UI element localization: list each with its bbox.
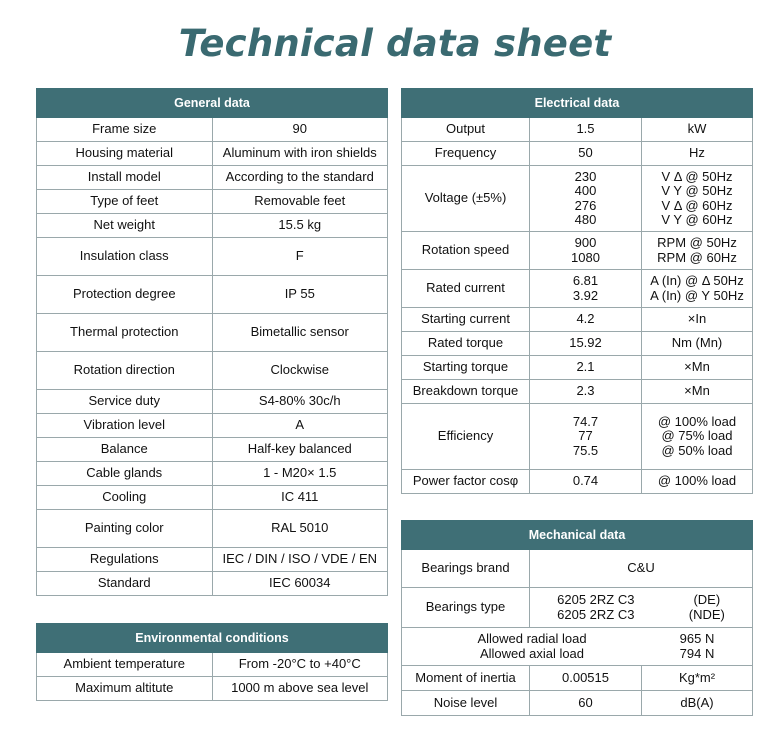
environmental-header: Environmental conditions	[37, 624, 388, 653]
row-label: Protection degree	[37, 276, 213, 314]
table-row	[402, 470, 753, 494]
row-values-cell	[530, 404, 642, 470]
row-label: Noise level	[402, 691, 530, 716]
row-value: A	[212, 414, 388, 438]
row-label: Insulation class	[37, 238, 213, 276]
row-value: 276	[574, 197, 597, 213]
row-label: Service duty	[37, 390, 213, 414]
electrical-panel	[401, 88, 753, 494]
row-value: 965 N	[679, 631, 715, 646]
table-row	[37, 142, 388, 166]
row-label: Starting torque	[402, 356, 530, 380]
table-row	[402, 166, 753, 232]
row-units-cell	[642, 232, 753, 270]
row-unit: ×Mn	[684, 383, 710, 399]
row-unit: Nm (Mn)	[671, 335, 723, 351]
row-unit: A (In) @ Δ 50Hz	[650, 273, 744, 288]
row-units-cell	[642, 380, 753, 404]
row-label: Standard	[37, 572, 213, 596]
row-value: RAL 5010	[212, 510, 388, 548]
row-label: Ambient temperature	[37, 653, 213, 677]
row-unit: kW	[687, 121, 707, 137]
environmental-table	[36, 623, 388, 701]
row-unit: A (In) @ Y 50Hz	[650, 287, 744, 303]
row-value: Bimetallic sensor	[212, 314, 388, 352]
table-row	[37, 214, 388, 238]
table-row	[37, 462, 388, 486]
row-values-cell	[530, 308, 642, 332]
row-unit: (DE)	[693, 592, 721, 607]
row-unit: ×In	[687, 311, 707, 327]
row-units-cell	[642, 270, 753, 308]
table-row	[37, 238, 388, 276]
row-unit: dB(A)	[642, 691, 753, 716]
row-values-cell	[530, 166, 642, 232]
row-label: Painting color	[37, 510, 213, 548]
row-label: Thermal protection	[37, 314, 213, 352]
row-value: 2.3	[576, 383, 595, 399]
general-data-header: General data	[37, 89, 388, 118]
table-row	[37, 390, 388, 414]
row-value: 74.7	[572, 413, 599, 429]
table-row	[37, 190, 388, 214]
environmental-panel	[36, 623, 388, 701]
table-row	[37, 118, 388, 142]
row-label: Voltage (±5%)	[402, 166, 530, 232]
row-label: Rated current	[402, 270, 530, 308]
row-label: Balance	[37, 438, 213, 462]
table-row	[37, 572, 388, 596]
row-value: According to the standard	[212, 166, 388, 190]
table-row	[37, 653, 388, 677]
row-values-cell	[530, 470, 642, 494]
row-label: Frequency	[402, 142, 530, 166]
row-value: IP 55	[212, 276, 388, 314]
row-value: 60	[530, 691, 642, 716]
table-row	[37, 352, 388, 390]
row-value: 77	[578, 428, 593, 444]
row-units-cell	[642, 332, 753, 356]
row-value: 1.5	[576, 121, 595, 137]
row-unit: Kg*m²	[642, 666, 753, 691]
row-value: 0.00515	[530, 666, 642, 691]
table-row	[402, 356, 753, 380]
row-value: 1 - M20× 1.5	[212, 462, 388, 486]
row-units-cell	[642, 166, 753, 232]
row-value: 1080	[571, 249, 600, 265]
row-label: Efficiency	[402, 404, 530, 470]
mechanical-table	[401, 520, 753, 716]
table-row	[37, 548, 388, 572]
row-value: 794 N	[679, 645, 715, 661]
table-row	[402, 550, 753, 588]
table-row	[402, 332, 753, 356]
row-value: From -20°C to +40°C	[212, 653, 388, 677]
row-label: Rated torque	[402, 332, 530, 356]
table-row	[37, 486, 388, 510]
row-units-cell	[642, 404, 753, 470]
row-value: 6205 2RZ C3	[557, 592, 635, 607]
row-values-cell	[530, 232, 642, 270]
electrical-table	[401, 88, 753, 494]
table-row	[402, 142, 753, 166]
table-row	[402, 588, 753, 628]
row-units-cell	[642, 118, 753, 142]
row-value: 15.92	[569, 335, 602, 351]
table-row	[402, 380, 753, 404]
row-unit: @ 100% load	[657, 473, 737, 489]
row-unit: V Y @ 60Hz	[661, 212, 733, 227]
table-row	[402, 118, 753, 142]
row-value: 0.74	[572, 473, 599, 489]
row-unit: @ 50% load	[661, 442, 733, 458]
row-value: 480	[574, 212, 597, 227]
row-values-cell	[530, 118, 642, 142]
row-unit: V Y @ 50Hz	[661, 183, 733, 198]
row-units-cell	[642, 356, 753, 380]
row-label: Allowed axial load	[479, 645, 585, 661]
row-values-cell	[530, 142, 642, 166]
row-label: Housing material	[37, 142, 213, 166]
table-row	[402, 270, 753, 308]
general-data-table	[36, 88, 388, 596]
loads-cell	[402, 628, 753, 666]
row-value: 400	[574, 183, 597, 198]
row-label: Type of feet	[37, 190, 213, 214]
table-row	[402, 308, 753, 332]
row-unit: RPM @ 60Hz	[657, 249, 737, 265]
mechanical-header: Mechanical data	[402, 521, 753, 550]
row-value: Half-key balanced	[212, 438, 388, 462]
table-row	[37, 510, 388, 548]
row-values-cell	[530, 356, 642, 380]
row-value: F	[212, 238, 388, 276]
table-row	[402, 666, 753, 691]
row-value: IC 411	[212, 486, 388, 510]
table-row	[402, 628, 753, 666]
row-value: Aluminum with iron shields	[212, 142, 388, 166]
mechanical-panel	[401, 520, 753, 716]
general-data-panel	[36, 88, 388, 596]
page-title: Technical data sheet	[178, 22, 612, 65]
row-label: Power factor cosφ	[402, 470, 530, 494]
row-label: Rotation speed	[402, 232, 530, 270]
table-row	[37, 677, 388, 701]
row-value: 1000 m above sea level	[212, 677, 388, 701]
table-row	[37, 438, 388, 462]
row-values-cell	[530, 332, 642, 356]
row-label: Breakdown torque	[402, 380, 530, 404]
row-label: Maximum altitute	[37, 677, 213, 701]
row-values-cell	[530, 270, 642, 308]
row-label: Rotation direction	[37, 352, 213, 390]
row-value: 900	[574, 235, 597, 250]
row-unit: @ 75% load	[661, 428, 733, 444]
row-label: Net weight	[37, 214, 213, 238]
row-value: S4-80% 30c/h	[212, 390, 388, 414]
row-value: Clockwise	[212, 352, 388, 390]
table-row	[402, 404, 753, 470]
row-label: Cooling	[37, 486, 213, 510]
row-label: Output	[402, 118, 530, 142]
bearings-type-cell	[530, 588, 753, 628]
row-label: Frame size	[37, 118, 213, 142]
row-value: 3.92	[572, 287, 599, 303]
row-label: Vibration level	[37, 414, 213, 438]
row-unit: Hz	[689, 145, 705, 161]
row-label: Bearings type	[402, 588, 530, 628]
row-value: IEC / DIN / ISO / VDE / EN	[212, 548, 388, 572]
row-label: Cable glands	[37, 462, 213, 486]
row-value: 75.5	[572, 442, 599, 458]
row-value: 230	[574, 168, 597, 184]
row-unit: V Δ @ 50Hz	[661, 168, 733, 184]
row-value: 6205 2RZ C3	[557, 606, 635, 622]
row-unit: @ 100% load	[657, 413, 737, 429]
table-row	[402, 691, 753, 716]
table-row	[402, 232, 753, 270]
row-unit: (NDE)	[688, 606, 725, 622]
row-value: 2.1	[576, 359, 595, 375]
row-value: 6.81	[572, 273, 599, 288]
row-label: Bearings brand	[402, 550, 530, 588]
row-unit: RPM @ 50Hz	[657, 235, 737, 250]
table-row	[37, 414, 388, 438]
row-value: 90	[212, 118, 388, 142]
row-label: Starting current	[402, 308, 530, 332]
row-unit: V Δ @ 60Hz	[661, 197, 733, 213]
row-value: 4.2	[576, 311, 595, 327]
row-value: IEC 60034	[212, 572, 388, 596]
row-values-cell	[530, 380, 642, 404]
row-units-cell	[642, 308, 753, 332]
row-unit: ×Mn	[684, 359, 710, 375]
row-label: Regulations	[37, 548, 213, 572]
electrical-header: Electrical data	[402, 89, 753, 118]
row-value: C&U	[530, 550, 753, 588]
row-units-cell	[642, 470, 753, 494]
table-row	[37, 276, 388, 314]
row-value: 15.5 kg	[212, 214, 388, 238]
table-row	[37, 166, 388, 190]
row-units-cell	[642, 142, 753, 166]
row-label: Allowed radial load	[477, 631, 587, 646]
row-value: 50	[578, 145, 593, 161]
row-label: Install model	[37, 166, 213, 190]
row-label: Moment of inertia	[402, 666, 530, 691]
row-value: Removable feet	[212, 190, 388, 214]
table-row	[37, 314, 388, 352]
